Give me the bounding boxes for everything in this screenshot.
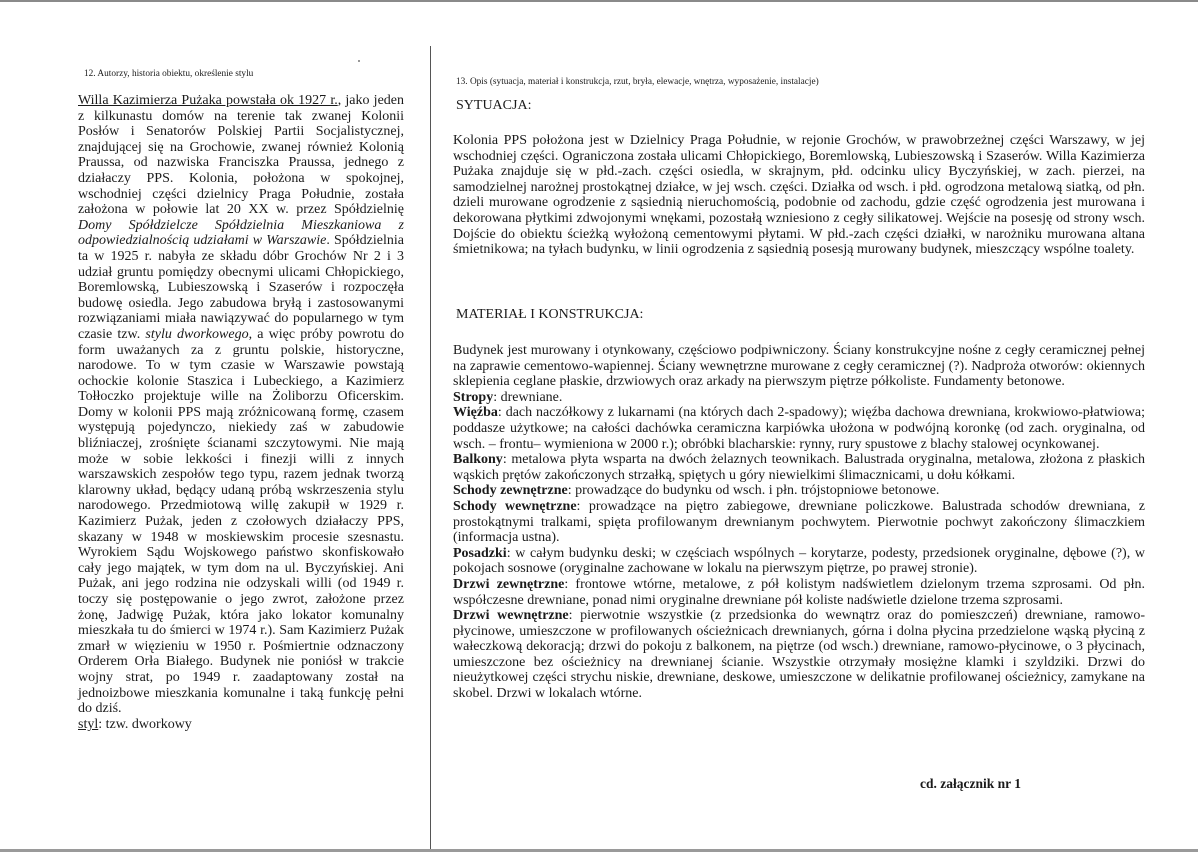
item-text: : drewniane. — [493, 389, 563, 405]
history-part-1: , jako jeden z kilkunastu domów na terenie tak zwanej Kolonii Posłów i Senatorów Polskiej Partii Socjalistycznej, znajdującej się na Grochowie, zwanej również Kolonią Praussa, od nazwiska Franciszka Praussa, jednego z działaczy PPS. Kolonia, położona w spokojnej, wschodniej części dzielnicy Praga Południe, została założona w połowie lat 20 XX w. przez Spółdzielnię — [78, 93, 404, 218]
page-top-border — [0, 0, 1198, 2]
cooperative-name: Domy Spółdzielcze Spółdzielnia Mieszkaniowa z odpowiedzialnością udziałami w Warszawie — [78, 217, 404, 249]
style-value: : tzw. dworkowy — [98, 716, 192, 732]
item-label: Drzwi wewnętrzne — [453, 608, 569, 624]
item-label: Drzwi zewnętrzne — [453, 576, 565, 592]
material-intro: Budynek jest murowany i otynkowany, częściowo podpiwniczony. Ściany konstrukcyjne nośne z cegły ceramicznej pełnej na zaprawie cementowo-wapiennej. Ściany wewnętrzne murowane z cegły ceramicznej (?). Nadproża otworów: okiennych sklepienia ceglane płaskie, drzwiowych oraz arkady na pierwszym piętrze półkoliste. Fundamenty betonowe. — [453, 343, 1145, 390]
item-schody-wewnetrzne — [453, 499, 1145, 546]
history-intro: Willa Kazimierza Pużaka powstała ok 1927 r. — [78, 93, 338, 108]
item-text: : metalowa płyta wsparta na dwóch żelaznych teownikach. Balustrada oryginalna, metalowa, złożona z płaskich wąskich prętów zakończonych strzałką, spiętych u góry niewielkimi ślimacznicami, u dołu kółkami. — [453, 452, 1145, 483]
item-schody-zewnetrzne — [453, 483, 1145, 499]
item-stropy — [453, 390, 1145, 406]
item-text: : dach naczółkowy z lukarnami (na których dach 2-spadowy); więźba dachowa drewniana, krokwiowo-płatwiowa; poddasze użytkowe; na całości dachówka ceramiczna karpiówka ułożona w podwójną koronkę (od zach. oryginalna, od wsch. – frontu– wymieniona w 2000 r.); obróbki blacharskie: rynny, rury spustowe z blachy stalowej ocynkowanej. — [453, 405, 1145, 452]
item-label: Więźba — [453, 405, 498, 421]
item-label: Posadzki — [453, 545, 507, 561]
item-posadzki — [453, 546, 1145, 577]
item-text: : frontowe wtórne, metalowe, z pół kolistym nadświetlem dzielonym trzema szprosami. Od płn. współczesne drewniane, ponad nimi oryginalne drewniane pół koliste nadświetle dzielone trzema szprosami. — [453, 576, 1145, 608]
scan-speck — [358, 60, 360, 62]
item-wiezba — [453, 405, 1145, 452]
history-part-3: , a więc próby powrotu do form uważanych za z gruntu polskie, historyczne, narodowe. To w tym czasie w Warszawie powstają ochockie kolonie Staszica i Lubeckiego, a Kazimierz Tołłoczko projektuje wille na Żoliborzu Oficerskim. Domy w kolonii PPS mają zróżnicowaną formę, czasem występują pojedynczo, niekiedy zaś w zabudowie bliźniaczej, zrośnięte ścianami szczytowymi. Nie mają może w sobie lekkości i finezji willi z innych warszawskich zespołów tego typu, razem jednak tworzą klarowny układ, będący udaną próbą wskrzeszenia stylu narodowego. Przedmiotową willę zakupił w 1929 r. Kazimierz Pużak, jeden z czołowych działaczy PPS, skazany w 1948 w moskiewskim procesie szesnastu. Wyrokiem Sądu Wojskowego państwo skonfiskowało cały jego majątek, w tym dom na ul. Byczyńskiej. Ani Pużak, ani jego rodzina nie odzyskali willi (od 1949 r. toczy się postępowanie o jego zwrot, założone przez żonę, Jadwigę Pużak, która jako lokator komunalny mieszkała tu do śmierci w 1974 r.). Sam Kazimierz Pużak zmarł w więzieniu w 1950 r. Pośmiertnie odznaczony Orderem Orła Białego. Budynek nie poniósł w trakcie wojny strat, po 1949 r. zaadaptowany został na jednoizbowe mieszkania komunalne i taką funkcję pełni do dziś. — [78, 326, 405, 717]
section-13-heading: 13. Opis (sytuacja, materiał i konstrukcja, rzut, bryła, elewacje, wnętrza, wyposażenie, instalacje) — [456, 77, 819, 87]
section-12-heading: 12. Autorzy, historia obiektu, określenie stylu — [84, 69, 254, 79]
style-label: styl — [78, 716, 99, 732]
column-divider — [430, 46, 431, 850]
style-line — [78, 717, 404, 733]
style-term: stylu dworkowego — [145, 326, 249, 342]
item-text: : prowadzące na piętro zabiegowe, drewniane policzkowe. Balustrada schodów drewniana, z prostokątnymi tralkami, spięta profilowanym drewnianym pochwytem. Pierwotnie pochwyt zakończony ślimaczkiem (informacja ustna). — [453, 498, 1145, 546]
item-text: : prowadzące do budynku od wsch. i płn. trójstopniowe betonowe. — [567, 483, 940, 499]
situation-paragraph: Kolonia PPS położona jest w Dzielnicy Praga Południe, w rejonie Grochów, w prawobrzeżnej części Warszawy, w jej wschodniej części. Ograniczona została ulicami Chłopickiego, Boremlowską, Lubieszowską i Szaserów. Willa Kazimierza Pużaka znajduje się w płd.-zach. części osiedla, w skrajnym, płd. odcinku ulicy Byczyńskiej, w zach. pierzei, na samodzielnej narożnej prostokątnej działce, w jej wsch. części. Działka od wsch. i płd. ogrodzona metalową siatką, od płn. dzieli murowane ogrodzenie z sąsiednią nieruchomością, podobnie od zachodu, gdzie część ogrodzenia jest murowana i dekorowana płytkimi zdwojonymi wnękami, pozostałą wzniesiono z cegły silikatowej. Wejście na posesję od strony wsch. Dojście do obiektu ścieżką wyłożoną cementowymi płytami. W płd.-zach części działki, w narożniku murowana altana śmietnikowa; na tyłach budynku, w linii ogrodzenia z sąsiednią posesją murowany budynek, mieszczący wspólne toalety. — [453, 133, 1145, 258]
item-label: Stropy — [453, 389, 494, 405]
history-part-2: . Spółdzielnia ta w 1925 r. nabyła ze składu dóbr Grochów Nr 2 i 3 udział gruntu pomiędzy obecnymi ulicami Chłopickiego, Boremlowską, Lubieszowską i Szaserów i rozpoczęła budowę osiedla. Jego zabudowa bryłą i zastosowanymi rozwiązaniami miała nawiązywać do popularnego w tym czasie tzw. — [78, 233, 404, 342]
item-balkony — [453, 452, 1145, 483]
history-paragraph — [78, 93, 404, 717]
item-drzwi-wewnetrzne — [453, 608, 1145, 702]
item-label: Balkony — [453, 452, 503, 468]
item-drzwi-zewnetrzne — [453, 577, 1145, 608]
item-text: : w całym budynku deski; w częściach wspólnych – korytarze, podesty, przedsionek oryginalne, dębowe (?), w pokojach sosnowe (oryginalne zachowane w lokalu na pierwszym piętrze, po prawej stronie). — [453, 545, 1145, 577]
history-text — [78, 93, 404, 732]
item-label: Schody wewnętrzne — [453, 498, 577, 514]
situation-text — [453, 133, 1145, 258]
item-label: Schody zewnętrzne — [453, 483, 568, 499]
item-text: : pierwotnie wszystkie (z przedsionka do wewnątrz oraz do pomieszczeń) drewniane, ramowo-płycinowe, umieszczone w profilowanych ościeżnicach drewnianych, górna i dolna płycina przedzielone wąską płyciną z wałeczkową dekoracją; drzwi do pokoju z balkonem, na piętrze (od wsch.) drewniane, ramowo-płycinowe, o 3 płycinach, umieszczone bez ościeżnicy na drewnianej ścianie. Wszystkie otrzymały mosiężne klamki i szyldziki. Drzwi do nieużytkowej części strychu niskie, drewniane, deskowe, umieszczone w delikatnie profilowanej ościeżnicy, zamykane na skobel. Drzwi w lokalach wtórne. — [453, 608, 1146, 702]
material-title: MATERIAŁ I KONSTRUKCJA: — [456, 307, 644, 322]
situation-title: SYTUACJA: — [456, 98, 532, 113]
attachment-note: cd. załącznik nr 1 — [920, 776, 1021, 791]
material-text — [453, 343, 1145, 702]
